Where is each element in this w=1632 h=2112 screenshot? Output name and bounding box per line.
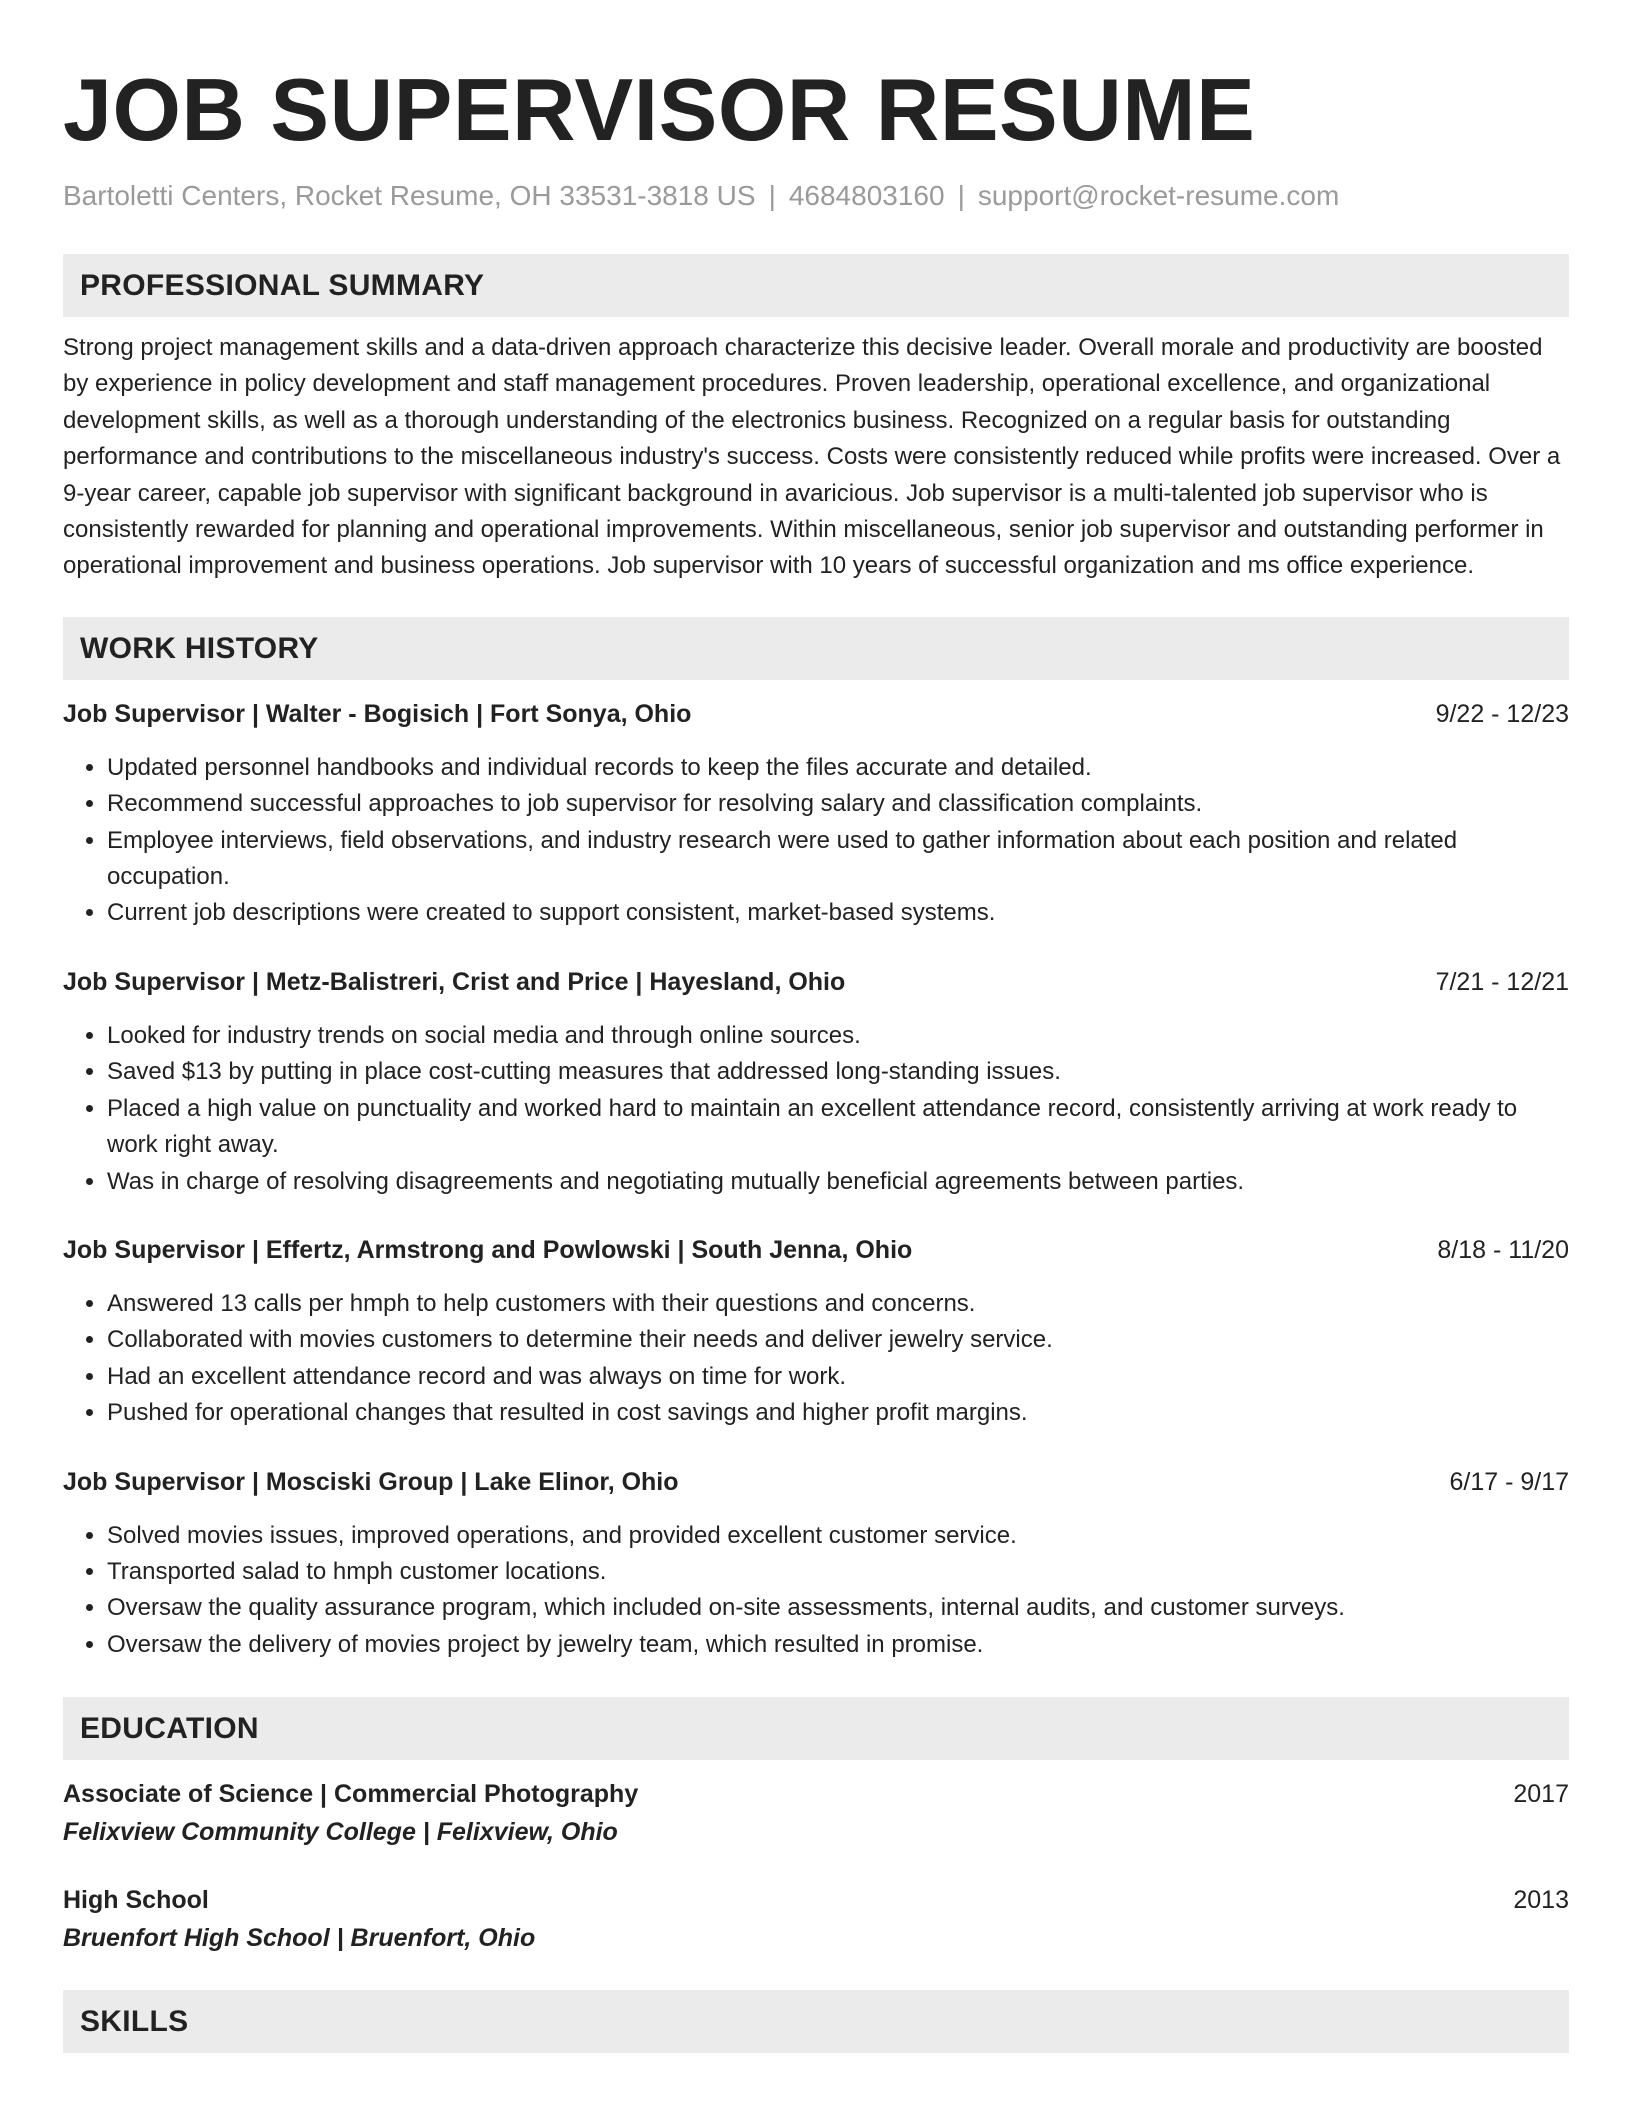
education-entry xyxy=(63,1778,1569,1850)
education-year: 2017 xyxy=(1513,1780,1569,1809)
job-bullet: • Answered 13 calls per hmph to help customers with their questions and concerns. xyxy=(107,1286,1569,1322)
job-title: Job Supervisor | Mosciski Group | Lake Elinor, Ohio xyxy=(63,1467,679,1496)
education-degree: Associate of Science | Commercial Photography xyxy=(63,1780,639,1809)
job-header xyxy=(63,1234,1569,1266)
job-bullet: • Oversaw the delivery of movies project by jewelry team, which resulted in promise. xyxy=(107,1627,1569,1663)
education-entry xyxy=(63,1884,1569,1956)
education-school: Bruenfort High School | Bruenfort, Ohio xyxy=(63,1924,536,1953)
job-bullet: • Recommend successful approaches to job supervisor for resolving salary and classification complaints. xyxy=(107,786,1569,822)
section-heading-summary: PROFESSIONAL SUMMARY xyxy=(63,254,1569,317)
job-bullet: • Placed a high value on punctuality and worked hard to maintain an excellent attendance record, consistently arriving at work ready to work right away. xyxy=(107,1091,1569,1164)
section-heading-skills: SKILLS xyxy=(63,1990,1569,2053)
section-heading-work-history: WORK HISTORY xyxy=(63,617,1569,680)
contact-line xyxy=(63,178,1569,214)
job-header xyxy=(63,966,1569,998)
section-heading-education: EDUCATION xyxy=(63,1697,1569,1760)
education-header xyxy=(63,1884,1569,1916)
education-degree: High School xyxy=(63,1886,209,1915)
job-entry xyxy=(63,698,1569,932)
job-entry xyxy=(63,966,1569,1200)
job-entry xyxy=(63,1234,1569,1432)
job-entry xyxy=(63,1466,1569,1664)
job-dates: 9/22 - 12/23 xyxy=(1435,699,1569,728)
contact-separator: | xyxy=(768,180,776,211)
education-year: 2013 xyxy=(1513,1886,1569,1915)
job-bullet: • Transported salad to hmph customer locations. xyxy=(107,1554,1569,1590)
education-header xyxy=(63,1778,1569,1810)
job-title: Job Supervisor | Walter - Bogisich | Fort Sonya, Ohio xyxy=(63,699,692,728)
job-bullet: • Saved $13 by putting in place cost-cutting measures that addressed long-standing issues. xyxy=(107,1054,1569,1090)
job-dates: 7/21 - 12/21 xyxy=(1435,967,1569,996)
job-title: Job Supervisor | Effertz, Armstrong and Powlowski | South Jenna, Ohio xyxy=(63,1235,913,1264)
contact-phone: 4684803160 xyxy=(788,180,945,211)
job-bullet: • Pushed for operational changes that resulted in cost savings and higher profit margins. xyxy=(107,1395,1569,1431)
job-dates: 8/18 - 11/20 xyxy=(1437,1235,1569,1264)
job-bullet: • Looked for industry trends on social media and through online sources. xyxy=(107,1018,1569,1054)
job-bullet: • Employee interviews, field observations, and industry research were used to gather information about each position and related occupation. xyxy=(107,823,1569,896)
job-bullet: • Collaborated with movies customers to determine their needs and deliver jewelry service. xyxy=(107,1322,1569,1358)
job-title: Job Supervisor | Metz-Balistreri, Crist and Price | Hayesland, Ohio xyxy=(63,967,846,996)
job-bullet: • Oversaw the quality assurance program, which included on-site assessments, internal audits, and customer surveys. xyxy=(107,1590,1569,1626)
job-bullet: • Was in charge of resolving disagreements and negotiating mutually beneficial agreements between parties. xyxy=(107,1164,1569,1200)
contact-separator: | xyxy=(957,180,965,211)
job-bullets xyxy=(63,750,1569,932)
job-bullet: • Current job descriptions were created to support consistent, market-based systems. xyxy=(107,895,1569,931)
job-bullets xyxy=(63,1518,1569,1664)
contact-email[interactable]: support@rocket-resume.com xyxy=(977,180,1340,211)
job-bullet: • Had an excellent attendance record and was always on time for work. xyxy=(107,1359,1569,1395)
job-bullet: • Updated personnel handbooks and individual records to keep the files accurate and detailed. xyxy=(107,750,1569,786)
job-bullets xyxy=(63,1018,1569,1200)
summary-text: Strong project management skills and a data-driven approach characterize this decisive leader. Overall morale and productivity are boosted by experience in policy development and staff management procedures. Proven leadership, operational excellence, and organizational development skills, as well as a thorough understanding of the electronics business. Recognized on a regular basis for outstanding performance and contributions to the miscellaneous industry's success. Costs were consistently reduced while profits were increased. Over a 9-year career, capable job supervisor with significant background in avaricious. Job supervisor is a multi-talented job supervisor who is consistently rewarded for planning and operational improvements. Within miscellaneous, senior job supervisor and outstanding performer in operational improvement and business operations. Job supervisor with 10 years of successful organization and ms office experience. xyxy=(63,334,1561,580)
job-header xyxy=(63,698,1569,730)
contact-address: Bartoletti Centers, Rocket Resume, OH 33531-3818 US xyxy=(63,180,756,211)
resume-title: JOB SUPERVISOR RESUME xyxy=(63,60,1256,159)
job-bullet: • Solved movies issues, improved operations, and provided excellent customer service. xyxy=(107,1518,1569,1554)
job-bullets xyxy=(63,1286,1569,1432)
education-school: Felixview Community College | Felixview, Ohio xyxy=(63,1818,618,1847)
job-dates: 6/17 - 9/17 xyxy=(1449,1467,1569,1496)
job-header xyxy=(63,1466,1569,1498)
